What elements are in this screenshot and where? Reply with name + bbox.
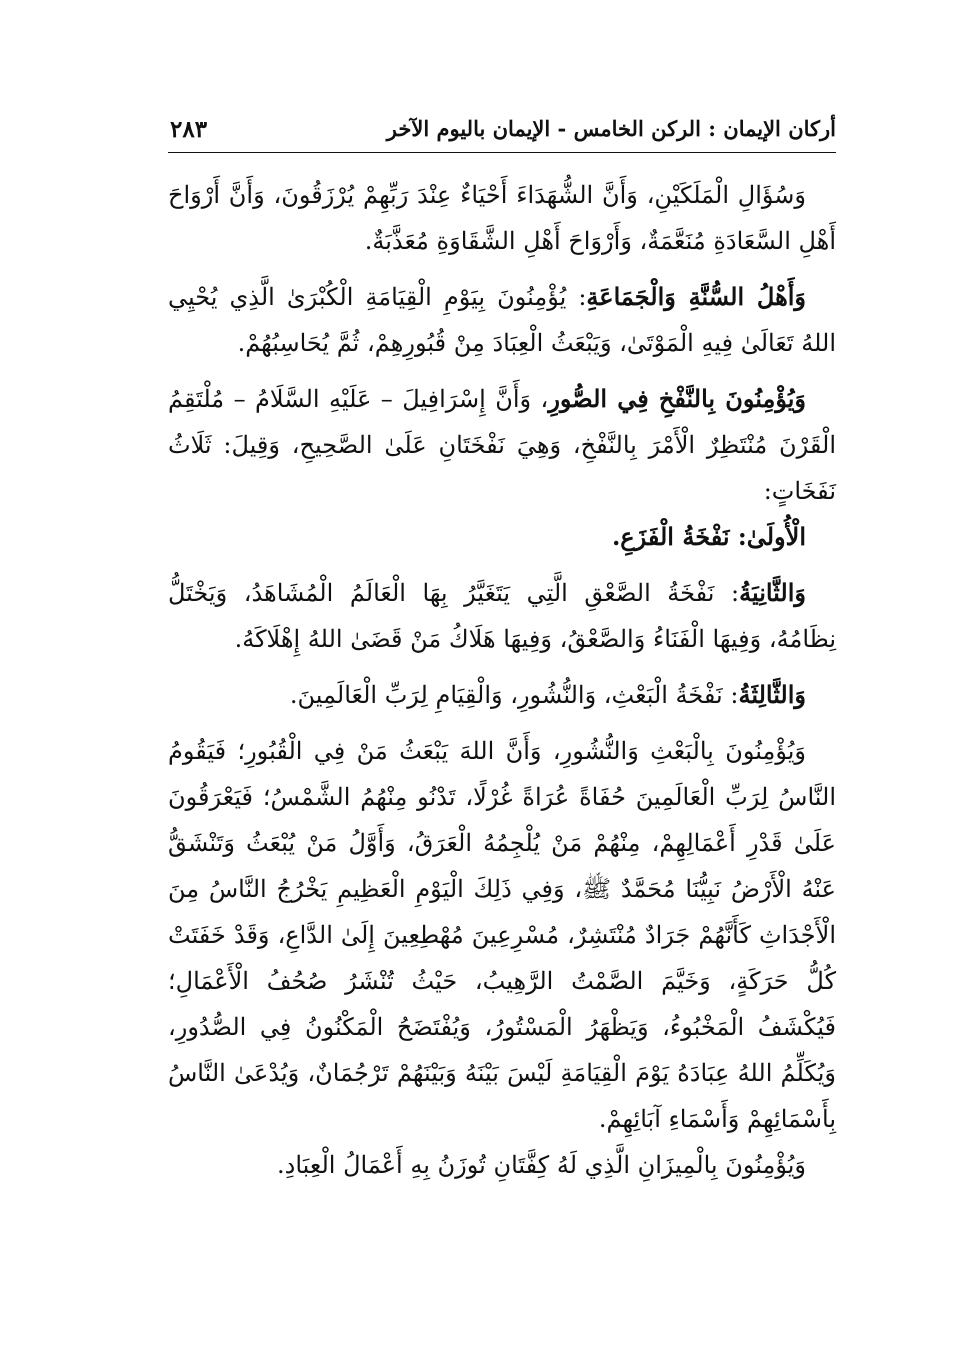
paragraph-6-lead: وَالثَّالِثَةُ [738, 680, 806, 709]
body-text [168, 172, 836, 1188]
paragraph-3-lead: وَيُؤْمِنُونَ بِالنَّفْخِ فِي الصُّورِ [548, 384, 807, 413]
paragraph-2-lead: وَأَهْلُ السُّنَّةِ وَالْجَمَاعَةِ [586, 282, 806, 311]
paragraph-8 [168, 1142, 836, 1188]
running-header-title: أركان الإيمان : الركن الخامس - الإيمان باليوم الآخر [386, 116, 836, 141]
page-number: ٢٨٣ [170, 116, 208, 143]
paragraph-6 [168, 672, 836, 718]
paragraph-8-text: وَيُؤْمِنُونَ بِالْمِيزَانِ الَّذِي لَهُ كِفَّتَانِ تُوزَنُ بِهِ أَعْمَالُ الْعِبَادِ. [277, 1151, 806, 1179]
running-header [168, 112, 836, 153]
paragraph-2 [168, 274, 836, 366]
paragraph-5-text: : نَفْخَةُ الصَّعْقِ الَّتِي يَتَغَيَّرُ بِهَا الْعَالَمُ الْمُشَاهَدُ، وَيَخْتَلُّ نِظَامُهُ، وَفِيهَا الْفَنَاءُ وَالصَّعْقُ، وَفِيهَا هَلَاكُ مَنْ قَضَىٰ اللهُ إِهْلَاكَهُ. [168, 579, 836, 653]
paragraph-5-lead: وَالثَّانِيَةُ [739, 578, 806, 607]
paragraph-2-text: : يُؤْمِنُونَ بِيَوْمِ الْقِيَامَةِ الْكُبْرَىٰ الَّذِي يُحْيِي اللهُ تَعَالَىٰ فِيهِ الْمَوْتَىٰ، وَيَبْعَثُ الْعِبَادَ مِنْ قُبُورِهِمْ، ثُمَّ يُحَاسِبُهُمْ. [168, 283, 836, 357]
paragraph-5 [168, 570, 836, 662]
paragraph-4-text: : نَفْخَةُ الْفَزَعِ. [611, 522, 747, 551]
paragraph-3-text: ، وَأَنَّ إِسْرَافِيلَ – عَلَيْهِ السَّلَامُ – مُلْتَقِمُ الْقَرْنَ مُنْتَظِرٌ الْأَمْرَ بِالنَّفْخِ، وَهِيَ نَفْخَتَانِ عَلَىٰ الصَّحِيحِ، وَقِيلَ: ثَلَاثُ نَفَخَاتٍ: [168, 385, 836, 505]
paragraph-7 [168, 728, 836, 1142]
paragraph-1-text: وَسُؤَالِ الْمَلَكَيْنِ، وَأَنَّ الشُّهَدَاءَ أَحْيَاءٌ عِنْدَ رَبِّهِمْ يُرْزَقُونَ، وَأَنَّ أَرْوَاحَ أَهْلِ السَّعَادَةِ مُنَعَّمَةٌ، وَأَرْوَاحَ أَهْلِ الشَّقَاوَةِ مُعَذَّبَةٌ. [168, 181, 836, 255]
paragraph-4-lead: الْأُولَىٰ [746, 522, 806, 551]
paragraph-1 [168, 172, 836, 264]
paragraph-7-text: وَيُؤْمِنُونَ بِالْبَعْثِ وَالنُّشُورِ، وَأَنَّ اللهَ يَبْعَثُ مَنْ فِي الْقُبُورِ؛ فَيَقُومُ النَّاسُ لِرَبِّ الْعَالَمِينَ حُفَاةً عُرَاةً غُرْلًا، تَدْنُو مِنْهُمُ الشَّمْسُ؛ فَيَعْرَقُونَ عَلَىٰ قَدْرِ أَعْمَالِهِمْ، مِنْهُمْ مَنْ يُلْجِمُهُ الْعَرَقُ، وَأَوَّلُ مَنْ يُبْعَثُ وَتَنْشَقُّ عَنْهُ الْأَرْضُ نَبِيُّنَا مُحَمَّدٌ ﷺ، وَفِي ذَلِكَ الْيَوْمِ الْعَظِيمِ يَخْرُجُ النَّاسُ مِنَ الْأَجْدَاثِ كَأَنَّهُمْ جَرَادٌ مُنْتَشِرٌ، مُسْرِعِينَ مُهْطِعِينَ إِلَىٰ الدَّاعِ، وَقَدْ خَفَتَتْ كُلُّ حَرَكَةٍ، وَخَيَّمَ الصَّمْتُ الرَّهِيبُ، حَيْثُ تُنْشَرُ صُحُفُ الْأَعْمَالِ؛ فَيُكْشَفُ الْمَخْبُوءُ، وَيَظْهَرُ الْمَسْتُورُ، وَيُفْتَضَحُ الْمَكْنُونُ فِي الصُّدُورِ، وَيُكَلِّمُ اللهُ عِبَادَهُ يَوْمَ الْقِيَامَةِ لَيْسَ بَيْنَهُ وَبَيْنَهُمْ تَرْجُمَانٌ، وَيُدْعَىٰ النَّاسُ بِأَسْمَائِهِمْ وَأَسْمَاءِ آبَائِهِمْ. [168, 737, 837, 1133]
paragraph-3 [168, 376, 836, 514]
paragraph-4 [168, 514, 836, 560]
paragraph-6-text: : نَفْخَةُ الْبَعْثِ، وَالنُّشُورِ، وَالْقِيَامِ لِرَبِّ الْعَالَمِينَ. [289, 681, 739, 709]
